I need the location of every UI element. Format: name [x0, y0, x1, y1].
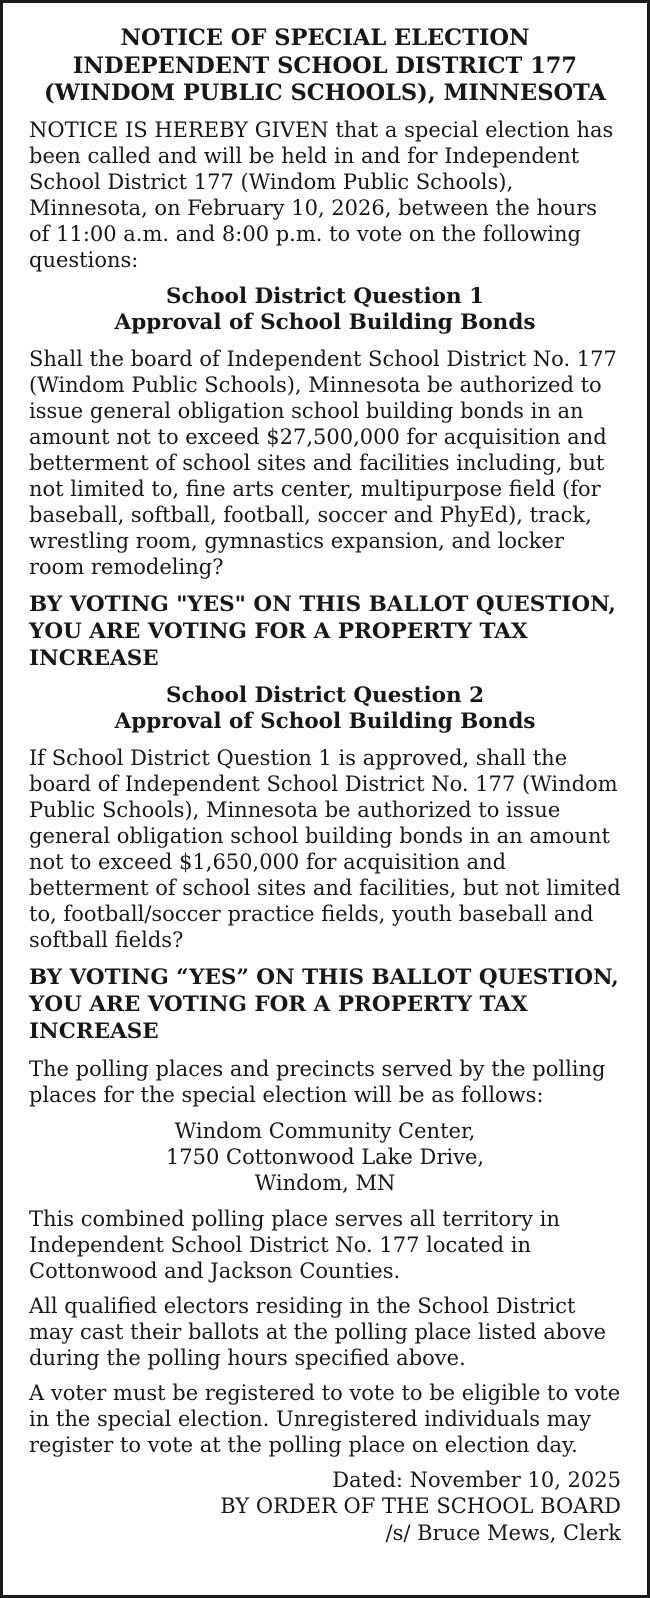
notice-title: [29, 25, 621, 108]
question2-heading-line-1: School District Question 2: [165, 682, 485, 708]
signoff-clerk-signature: /s/ Bruce Mews, Clerk: [385, 1520, 621, 1545]
question2-body: If School District Question 1 is approved, shall the board of Independent School District No. 177 (Windom Public Schools), Minnesota be authorized to issue general obligation school building bonds in an amount not to exceed $1,650,000 for acquisition and betterment of school sites and facilities, but not limited to, football/soccer practice fields, youth baseball and softball fields?: [29, 745, 621, 952]
polling-intro-paragraph: The polling places and precincts served by the polling places for the special election will be as follows:: [29, 1056, 606, 1107]
question1-heading-line-1: School District Question 1: [165, 283, 485, 309]
question1-body: Shall the board of Independent School District No. 177 (Windom Public Schools), Minnesota be authorized to issue general obligation school building bonds in an amount not to exceed $27,500,000 for acquisition and betterment of school sites and facilities including, but not limited to, fine arts center, multipurpose field (for baseball, softball, football, soccer and PhyEd), track, wrestling room, gymnastics expansion, and locker room remodeling?: [29, 346, 617, 579]
electors-paragraph: All qualified electors residing in the School District may cast their ballots at the polling place listed above during the polling hours specified above.: [29, 1293, 607, 1370]
signoff-block: [29, 1467, 621, 1547]
polling-place-name: Windom Community Center,: [174, 1118, 476, 1143]
question2-tax-warning: BY VOTING “YES” ON THIS BALLOT QUESTION, YOU ARE VOTING FOR A PROPERTY TAX INCREASE: [29, 964, 619, 1044]
notice-title-line-2: INDEPENDENT SCHOOL DISTRICT 177: [72, 52, 578, 79]
question1-heading: [29, 284, 621, 337]
polling-place-street: 1750 Cottonwood Lake Drive,: [165, 1144, 485, 1169]
question2-heading-line-2: Approval of School Building Bonds: [114, 709, 536, 734]
polling-place-city: Windom, MN: [254, 1170, 396, 1195]
question1-tax-warning: BY VOTING "YES" ON THIS BALLOT QUESTION, YOU ARE VOTING FOR A PROPERTY TAX INCREASE: [29, 591, 616, 671]
signoff-order: BY ORDER OF THE SCHOOL BOARD: [220, 1494, 621, 1518]
question2-heading: [29, 683, 621, 736]
polling-place-address: [29, 1118, 621, 1196]
territory-paragraph: This combined polling place serves all territory in Independent School District No. 177 located in Cottonwood and Jackson Counties.: [29, 1206, 560, 1283]
intro-paragraph: NOTICE IS HEREBY GIVEN that a special election has been called and will be held in and for Independent School District 177 (Windom Public Schools), Minnesota, on February 10, 2026, between the hours of 11:00 a.m. and 8:00 p.m. to vote on the following questions:: [29, 117, 614, 272]
signoff-date: Dated: November 10, 2025: [332, 1467, 621, 1492]
registration-paragraph: A voter must be registered to vote to be eligible to vote in the special election. Unregistered individuals may register to vote at the polling place on election day.: [29, 1380, 621, 1457]
question1-heading-line-2: Approval of School Building Bonds: [114, 310, 536, 335]
notice-title-line-3: (WINDOM PUBLIC SCHOOLS), MINNESOTA: [43, 80, 607, 106]
notice-title-line-1: NOTICE OF SPECIAL ELECTION: [120, 25, 530, 51]
